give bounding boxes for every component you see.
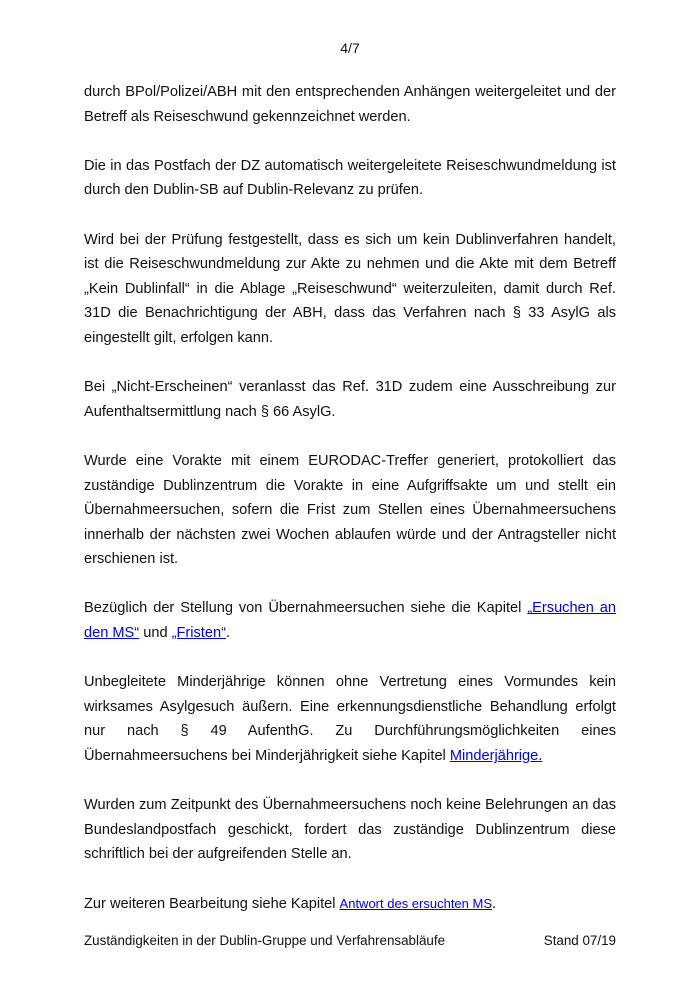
paragraph-instructions: Wurden zum Zeitpunkt des Übernahmeersuchens noch keine Belehrungen an das Bundeslandpostfach geschickt, fordert das zuständige Dublinzentrum diese schriftlich bei der aufgreifenden Stelle an.	[84, 797, 616, 863]
footer-title: Zuständigkeiten in der Dublin-Gruppe und Verfahrensabläufe	[84, 933, 446, 948]
paragraph-forwarding: durch BPol/Polizei/ABH mit den entsprechenden Anhängen weitergeleitet und der Betreff als Reiseschwund gekennzeichnet werden.	[84, 84, 616, 125]
paragraph-further-suffix: .	[492, 895, 497, 912]
paragraph-minors-text: Unbegleitete Minderjährige können ohne Vertretung eines Vormundes kein wirksames Asylgesuch äußern. Eine erkennungsdienstliche Behandlung erfolgt nur nach § 49 AufenthG. Zu Durchführungsmöglichkeiten eines Übernahmeersuchens bei Minderjährigkeit siehe Kapitel	[84, 674, 616, 765]
link-fristen[interactable]: „Fristen“	[171, 625, 226, 642]
paragraph-non-appearance: Bei „Nicht-Erscheinen“ veranlasst das Ref. 31D zudem eine Ausschreibung zur Aufenthaltsermittlung nach § 66 AsylG.	[84, 379, 616, 420]
paragraph-eurodac-hit: Wurde eine Vorakte mit einem EURODAC-Treffer generiert, protokolliert das zuständige Dublinzentrum die Vorakte in eine Aufgriffsakte um und stellt ein Übernahmeersuchen, sofern die Frist zum Stellen eines Übernahmeersuchens innerhalb der nächsten zwei Wochen ablaufen würde und der Antragsteller nicht erschienen ist.	[84, 452, 616, 568]
page-number: 4/7	[340, 40, 360, 56]
paragraph-further-prefix: Zur weiteren Bearbeitung siehe Kapitel	[84, 895, 340, 912]
paragraph-minors	[84, 670, 616, 768]
paragraph-takeover-prefix: Bezüglich der Stellung von Übernahmeersuchen siehe die Kapitel	[84, 600, 528, 617]
footer-date: Stand 07/19	[543, 933, 616, 948]
paragraph-takeover-middle: und	[139, 625, 172, 642]
link-ersuchen-an-den-ms[interactable]: „Ersuchen an den MS“	[84, 600, 616, 642]
page-footer	[84, 933, 616, 948]
paragraph-takeover-requests	[84, 596, 616, 645]
link-minderjaehrige[interactable]: Minderjährige.	[449, 748, 543, 765]
paragraph-dublin-check: Die in das Postfach der DZ automatisch weitergeleitete Reiseschwundmeldung ist durch den Dublin-SB auf Dublin-Relevanz zu prüfen.	[84, 157, 616, 199]
document-body	[84, 80, 616, 941]
paragraph-further-processing	[84, 892, 616, 917]
paragraph-no-dublin-case: Wird bei der Prüfung festgestellt, dass es sich um kein Dublinverfahren handelt, ist die Reiseschwundmeldung zur Akte zu nehmen und die Akte mit dem Betreff „Kein Dublinfall“ in die Ablage „Reiseschwund“ weiterzuleiten, damit durch Ref. 31D die Benachrichtigung der ABH, dass das Verfahren nach § 33 AsylG als eingestellt gilt, erfolgen kann.	[84, 231, 616, 346]
link-antwort-des-ersuchten-ms[interactable]: Antwort des ersuchten MS	[339, 895, 493, 911]
paragraph-takeover-suffix: .	[225, 625, 231, 642]
